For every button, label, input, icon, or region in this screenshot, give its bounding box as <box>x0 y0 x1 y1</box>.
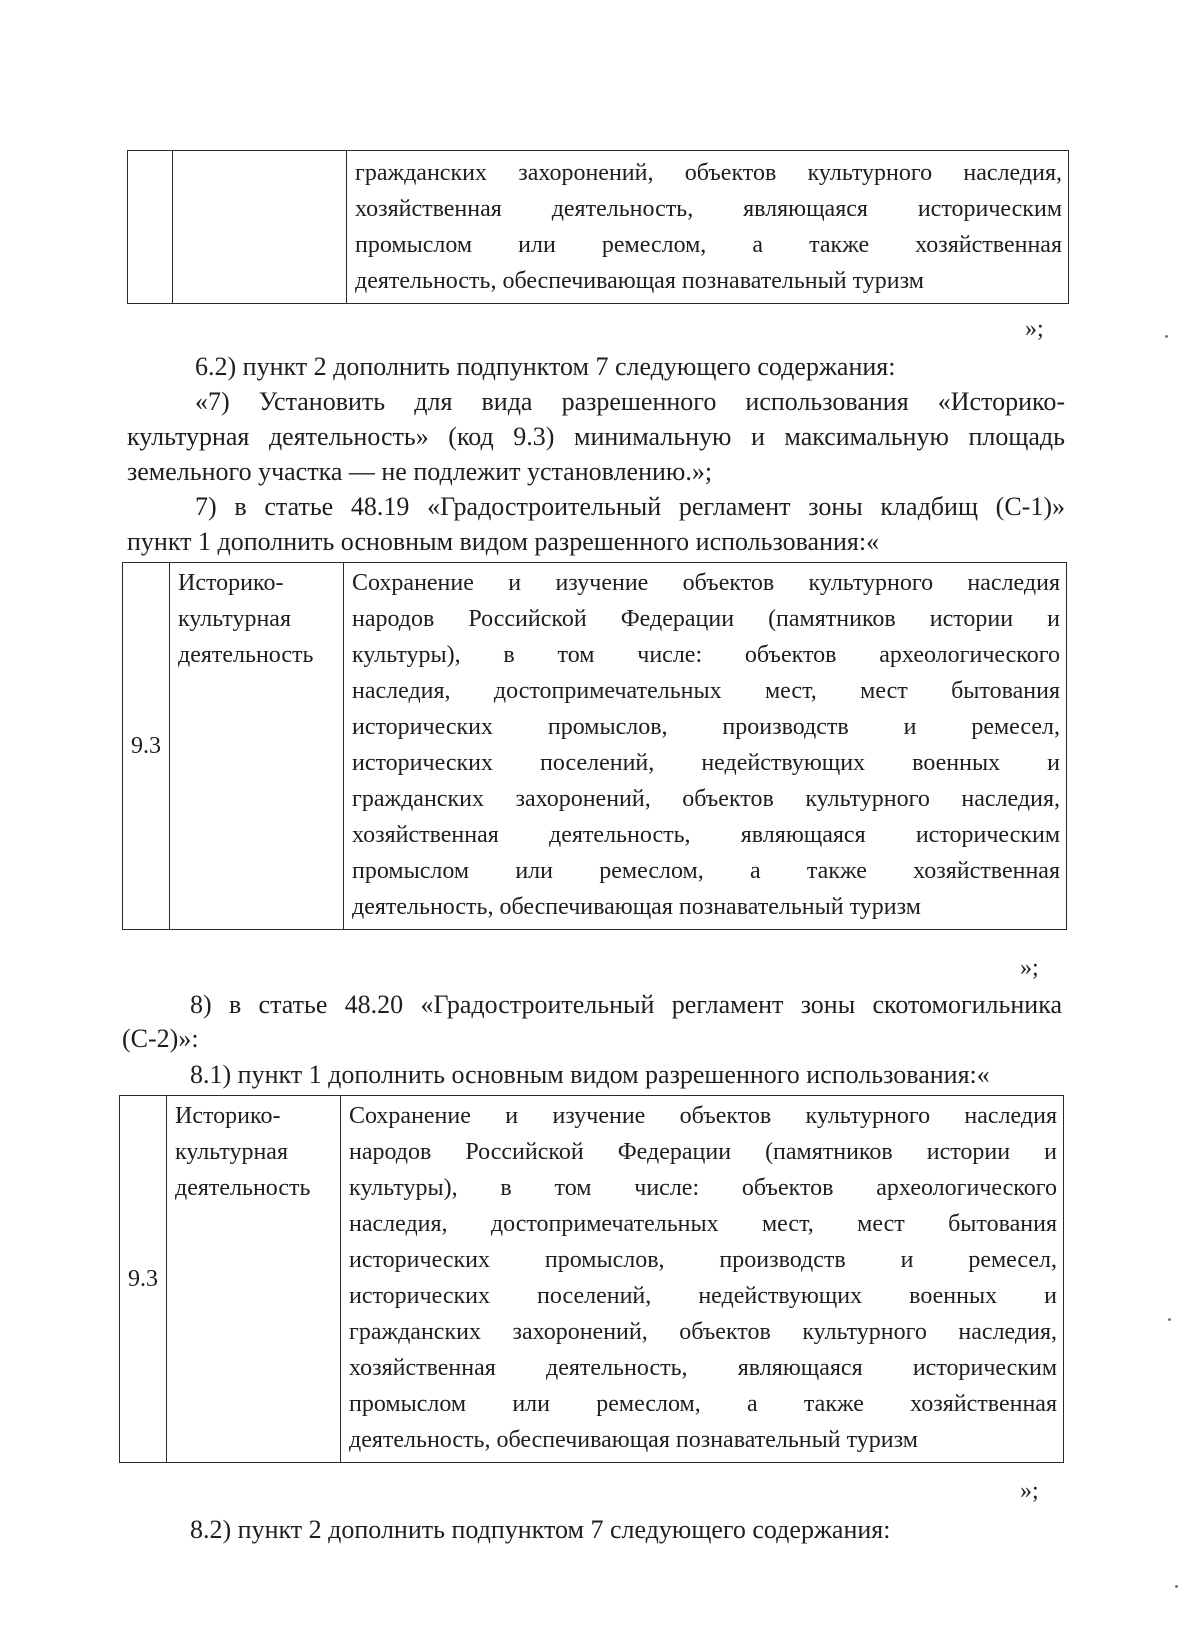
top-table-description <box>347 151 1069 304</box>
closing-quote: »; <box>1025 316 1044 342</box>
table-1-code: 9.3 <box>123 563 170 930</box>
land-use-table-1 <box>122 562 1067 930</box>
desc-line: хозяйственная деятельность, являющаяся историческим <box>352 822 1060 848</box>
table-1-name <box>170 563 344 930</box>
desc-line: исторических поселений, недействующих военных и <box>349 1283 1057 1309</box>
paragraph-7-line: «7) Установить для вида разрешенного использования «Историко- <box>195 387 1065 416</box>
top-table <box>127 150 1069 304</box>
closing-quote: »; <box>1020 1478 1039 1504</box>
paragraph-8-2: 8.2) пункт 2 дополнить подпунктом 7 следующего содержания: <box>190 1515 891 1544</box>
table-2-name <box>167 1096 341 1463</box>
table-2-description <box>341 1096 1064 1463</box>
closing-quote: »; <box>1020 955 1039 981</box>
desc-line: деятельность, обеспечивающая познавательный туризм <box>349 1427 918 1453</box>
desc-line: хозяйственная деятельность, являющаяся историческим <box>355 196 1062 222</box>
desc-line: гражданских захоронений, объектов культурного наследия, <box>352 786 1060 812</box>
desc-line: народов Российской Федерации (памятников истории и <box>349 1139 1057 1165</box>
article-8-line: (С-2)»: <box>122 1024 199 1053</box>
desc-line: наследия, достопримечательных мест, мест бытования <box>352 678 1060 704</box>
table-1-description <box>344 563 1067 930</box>
table-2-code: 9.3 <box>120 1096 167 1463</box>
article-7-line: 7) в статье 48.19 «Градостроительный регламент зоны кладбищ (С-1)» <box>195 492 1065 521</box>
name-line: культурная <box>175 1139 288 1165</box>
desc-line: культуры), в том числе: объектов археологического <box>349 1175 1057 1201</box>
desc-line: культуры), в том числе: объектов археологического <box>352 642 1060 668</box>
land-use-table-2 <box>119 1095 1064 1463</box>
desc-line: Сохранение и изучение объектов культурного наследия <box>352 570 1060 596</box>
desc-line: исторических промыслов, производств и ремесел, <box>352 714 1060 740</box>
paragraph-8-1: 8.1) пункт 1 дополнить основным видом разрешенного использования:« <box>190 1060 990 1089</box>
desc-line: Сохранение и изучение объектов культурного наследия <box>349 1103 1057 1129</box>
desc-line: хозяйственная деятельность, являющаяся историческим <box>349 1355 1057 1381</box>
article-8-line: 8) в статье 48.20 «Градостроительный регламент зоны скотомогильника <box>190 990 1062 1019</box>
scan-speck <box>1165 335 1168 338</box>
paragraph-7-line: земельного участка — не подлежит установлению.»; <box>127 457 713 486</box>
top-table-name-cell <box>173 151 347 304</box>
article-7-line: пункт 1 дополнить основным видом разрешенного использования:« <box>127 527 880 556</box>
desc-line: промыслом или ремеслом, а также хозяйственная <box>349 1391 1057 1417</box>
top-table-code-cell <box>128 151 173 304</box>
name-line: Историко- <box>178 570 284 596</box>
scan-speck <box>1175 1585 1178 1588</box>
desc-line: деятельность, обеспечивающая познавательный туризм <box>355 268 924 294</box>
scan-speck <box>1168 1318 1171 1321</box>
name-line: деятельность <box>175 1175 311 1201</box>
desc-line: промыслом или ремеслом, а также хозяйственная <box>352 858 1060 884</box>
desc-line: исторических поселений, недействующих военных и <box>352 750 1060 776</box>
desc-line: народов Российской Федерации (памятников истории и <box>352 606 1060 632</box>
name-line: Историко- <box>175 1103 281 1129</box>
name-line: культурная <box>178 606 291 632</box>
desc-line: гражданских захоронений, объектов культурного наследия, <box>355 160 1062 186</box>
desc-line: промыслом или ремеслом, а также хозяйственная <box>355 232 1062 258</box>
desc-line: наследия, достопримечательных мест, мест бытования <box>349 1211 1057 1237</box>
desc-line: гражданских захоронений, объектов культурного наследия, <box>349 1319 1057 1345</box>
paragraph-7-line: культурная деятельность» (код 9.3) минимальную и максимальную площадь <box>127 422 1065 451</box>
desc-line: исторических промыслов, производств и ремесел, <box>349 1247 1057 1273</box>
name-line: деятельность <box>178 642 314 668</box>
desc-line: деятельность, обеспечивающая познавательный туризм <box>352 894 921 920</box>
paragraph-6-2: 6.2) пункт 2 дополнить подпунктом 7 следующего содержания: <box>195 352 896 381</box>
